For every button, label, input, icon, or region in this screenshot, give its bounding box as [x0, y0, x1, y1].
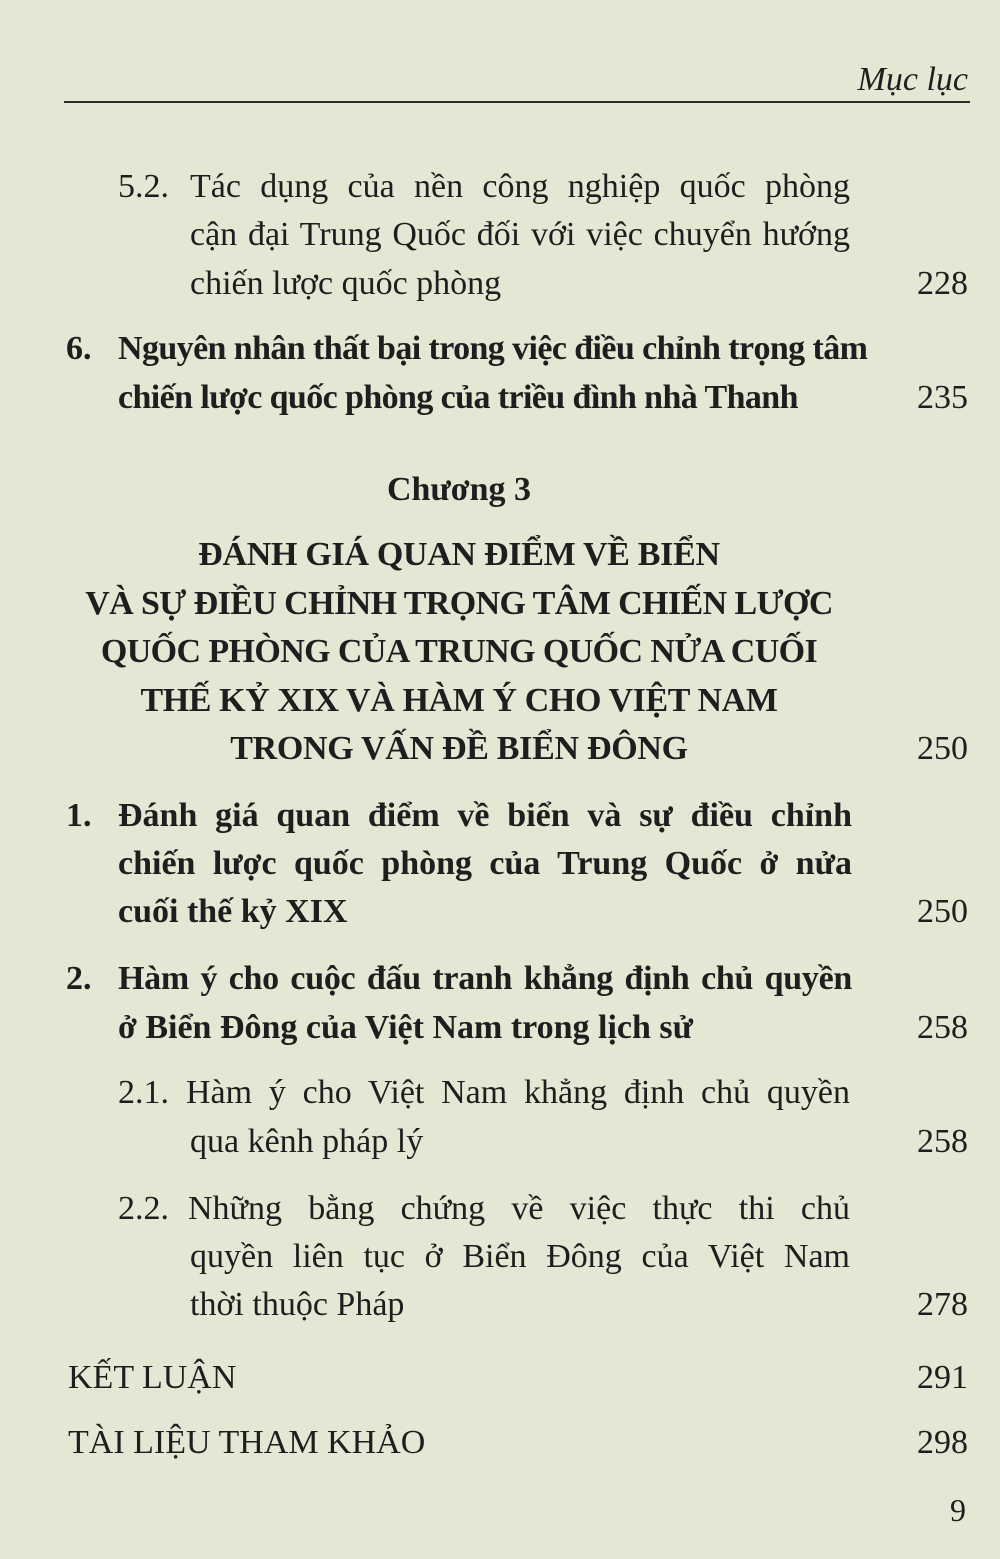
- toc-entry-line: chiến lược quốc phòng: [190, 265, 502, 302]
- toc-entry-line: Những bằng chứng về việc thực thi chủ: [188, 1190, 850, 1227]
- toc-entry-line: Hàm ý cho cuộc đấu tranh khẳng định chủ quyền: [118, 960, 852, 997]
- header-rule: [64, 101, 970, 103]
- toc-entry-line: thời thuộc Pháp: [190, 1286, 405, 1323]
- toc-entry-number: 6.: [66, 330, 92, 367]
- page-header-title: Mục lục: [857, 61, 968, 98]
- toc-entry-line: cận đại Trung Quốc đối với việc chuyển hướng: [190, 216, 850, 253]
- chapter-label: Chương 3: [386, 471, 532, 508]
- chapter-title-line: THẾ KỶ XIX VÀ HÀM Ý CHO VIỆT NAM: [140, 682, 778, 719]
- toc-entry-number: 5.2.: [118, 168, 169, 205]
- toc-entry-line: Hàm ý cho Việt Nam khẳng định chủ quyền: [186, 1074, 850, 1111]
- toc-entry-number: 2.1.: [118, 1074, 169, 1111]
- page-number: 9: [950, 1492, 966, 1528]
- toc-page-number: 250: [917, 730, 968, 767]
- toc-entry-number: 2.: [66, 960, 92, 997]
- toc-page-number: 235: [917, 379, 968, 416]
- toc-page-number: 278: [917, 1286, 968, 1323]
- toc-entry-line: Nguyên nhân thất bại trong việc điều chỉnh trọng tâm: [118, 330, 868, 367]
- toc-page-number: 291: [917, 1359, 968, 1396]
- toc-entry-line: chiến lược quốc phòng của Trung Quốc ở nửa: [118, 845, 852, 882]
- toc-entry-line: Đánh giá quan điểm về biển và sự điều chỉnh: [118, 797, 852, 834]
- toc-entry-title: TÀI LIỆU THAM KHẢO: [68, 1424, 426, 1461]
- toc-entry-line: cuối thế kỷ XIX: [118, 893, 348, 930]
- chapter-title-line: VÀ SỰ ĐIỀU CHỈNH TRỌNG TÂM CHIẾN LƯỢC: [85, 585, 833, 622]
- toc-entry-line: Tác dụng của nền công nghiệp quốc phòng: [190, 168, 850, 205]
- toc-entry-line: ở Biển Đông của Việt Nam trong lịch sử: [118, 1009, 694, 1046]
- toc-page-number: 250: [917, 893, 968, 930]
- toc-entry-line: quyền liên tục ở Biển Đông của Việt Nam: [190, 1238, 850, 1275]
- toc-page-number: 258: [917, 1009, 968, 1046]
- chapter-title-line: QUỐC PHÒNG CỦA TRUNG QUỐC NỬA CUỐI: [100, 633, 818, 670]
- toc-entry-title: KẾT LUẬN: [68, 1359, 237, 1396]
- toc-page-number: 298: [917, 1424, 968, 1461]
- toc-entry-number: 1.: [66, 797, 92, 834]
- toc-entry-line: chiến lược quốc phòng của triều đình nhà Thanh: [118, 379, 798, 416]
- toc-entry-line: qua kênh pháp lý: [190, 1123, 424, 1160]
- toc-entry-number: 2.2.: [118, 1190, 169, 1227]
- chapter-title-line: ĐÁNH GIÁ QUAN ĐIỂM VỀ BIỂN: [198, 536, 720, 573]
- toc-page-number: 228: [917, 265, 968, 302]
- chapter-title-line: TRONG VẤN ĐỀ BIỂN ĐÔNG: [230, 730, 688, 767]
- toc-page-number: 258: [917, 1123, 968, 1160]
